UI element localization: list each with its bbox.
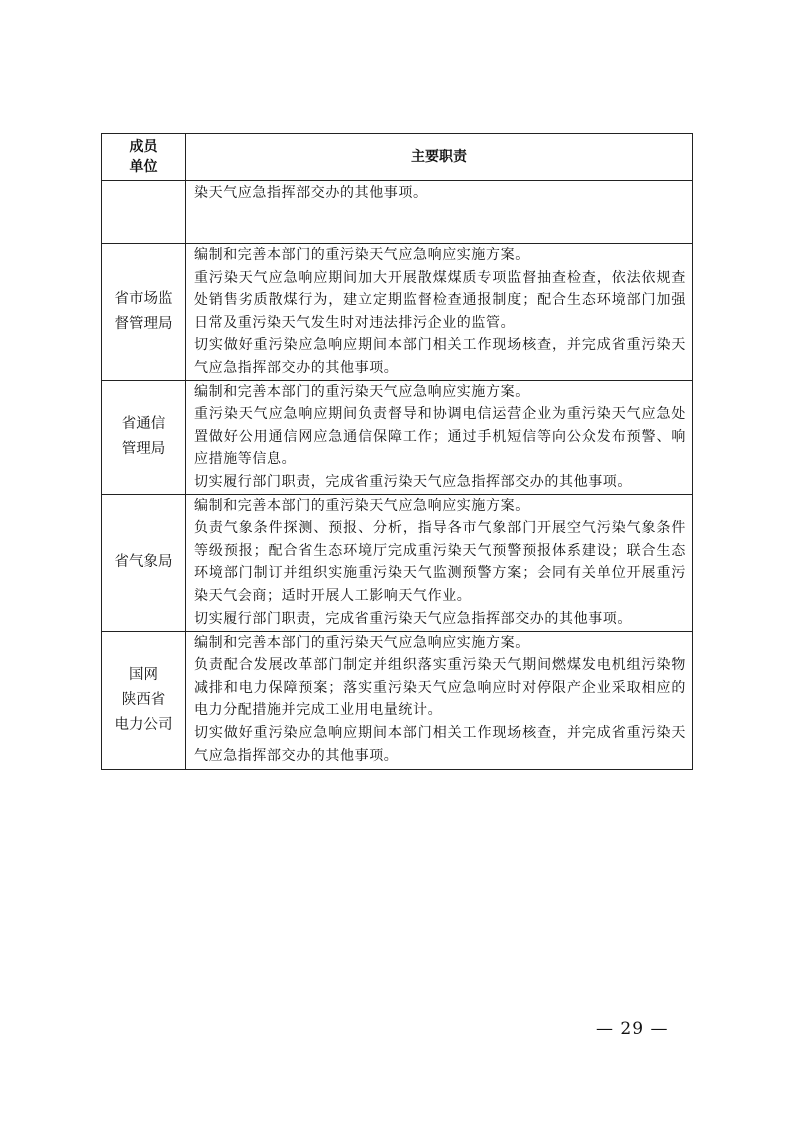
table-row [102,244,693,381]
duty-paragraph: 负责配合发展改革部门制定并组织落实重污染天气期间燃煤发电机组污染物减排和电力保障预案；落实重污染天气应急响应时对停限产企业采取相应的电力分配措施并完成工业用电量统计。 [194,657,686,719]
unit-name-line: 陕西省 [121,691,166,708]
unit-name-line: 省通信 [121,416,166,433]
header-unit-line: 成员 [129,139,158,155]
header-main-duties: 主要职责 [186,134,693,181]
unit-name-line: 督管理局 [114,315,173,332]
duty-paragraph: 重污染天气应急响应期间加大开展散煤煤质专项监督抽查检查，依法依规查处销售劣质散煤行为，建立定期监督检查通报制度；配合生态环境部门加强日常及重污染天气发生时对违法排污企业的监管。 [194,269,686,331]
unit-name-line: 管理局 [121,441,166,458]
unit-name-line: 电力公司 [114,716,173,733]
table-row [102,380,693,494]
duties-cell [186,631,693,769]
member-unit-cell [102,494,186,631]
duties-cell [186,181,693,244]
duties-cell [186,380,693,494]
table-row [102,181,693,244]
duties-cell [186,244,693,381]
duty-paragraph: 编制和完善本部门的重污染天气应急响应实施方案。 [194,497,530,514]
duty-paragraph: 切实做好重污染应急响应期间本部门相关工作现场核查，并完成省重污染天气应急指挥部交办的其他事项。 [194,724,686,764]
unit-name-line: 省气象局 [114,554,173,571]
duty-paragraph: 编制和完善本部门的重污染天气应急响应实施方案。 [194,383,530,400]
duty-paragraph: 重污染天气应急响应期间负责督导和协调电信运营企业为重污染天气应急处置做好公用通信网应急通信保障工作；通过手机短信等向公众发布预警、响应措施等信息。 [194,406,686,468]
member-unit-cell [102,380,186,494]
duty-paragraph: 负责气象条件探测、预报、分析，指导各市气象部门开展空气污染气象条件等级预报；配合省生态环境厅完成重污染天气预警预报体系建设；联合生态环境部门制订并组织实施重污染天气监测预警方案；会同有关单位开展重污染天气会商；适时开展人工影响天气作业。 [194,520,686,604]
table-header-row [102,134,693,181]
duty-paragraph: 编制和完善本部门的重污染天气应急响应实施方案。 [194,247,530,263]
member-unit-cell [102,631,186,769]
unit-name-line: 省市场监 [114,290,173,307]
duty-paragraph: 切实履行部门职责，完成省重污染天气应急指挥部交办的其他事项。 [194,473,632,490]
duty-paragraph: 切实做好重污染应急响应期间本部门相关工作现场核查，并完成省重污染天气应急指挥部交办的其他事项。 [194,337,686,376]
duty-paragraph: 编制和完善本部门的重污染天气应急响应实施方案。 [194,634,530,651]
member-unit-cell [102,244,186,381]
table-row [102,631,693,769]
table-row [102,494,693,631]
duty-paragraph: 染天气应急指挥部交办的其他事项。 [194,185,428,201]
header-unit-line: 单位 [129,159,158,175]
member-unit-cell [102,181,186,244]
duty-paragraph: 切实履行部门职责，完成省重污染天气应急指挥部交办的其他事项。 [194,610,632,627]
unit-name-line: 国网 [129,666,158,683]
duties-table [101,133,693,770]
page-number: — 29 — [596,1019,669,1039]
header-member-unit [102,134,186,181]
duties-cell [186,494,693,631]
